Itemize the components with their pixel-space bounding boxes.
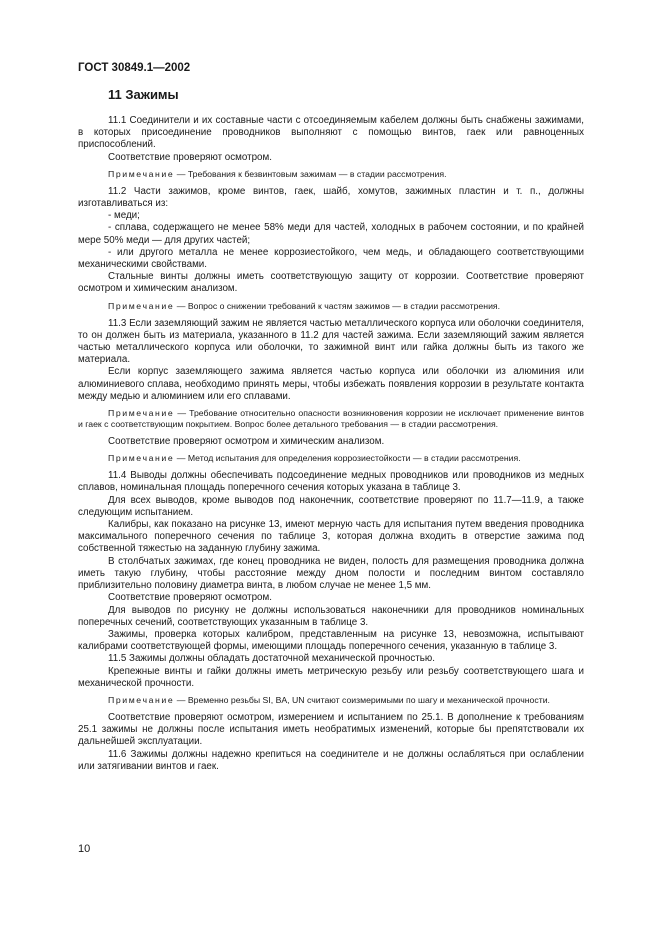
note-text: — Вопрос о снижении требований к частям зажимов — в стадии рассмотрения. <box>176 300 501 311</box>
list-item: - сплава, содержащего не менее 58% меди для частей, холодных в рабочем состоянии, и по крайней мере 50% меди — для других частей; <box>78 222 584 246</box>
paragraph: Стальные винты должны иметь соответствующую защиту от коррозии. Соответствие проверяют осмотром и химическим анализом. <box>78 271 584 295</box>
note-text: — Метод испытания для определения коррозиестойкости — в стадии рассмотрения. <box>176 453 521 464</box>
list-item: - или другого металла не менее коррозиестойкого, чем медь, и обладающего соответствующими механическими свойствами. <box>78 246 584 271</box>
paragraph: В столбчатых зажимах, где конец проводника не виден, полость для размещения проводника должна иметь такую глубину, чтобы расстояние между дном полости и последним винтом составляло приблизительно половину диаметра винта, в любом случае не менее 1,5 мм. <box>78 555 584 592</box>
note-label: Примечание <box>108 453 175 464</box>
section-title: 11 Зажимы <box>108 87 179 102</box>
note <box>78 695 584 706</box>
note-text: — Временно резьбы SI, BA, UN считают соизмеримыми по шагу и механической прочности. <box>176 694 550 705</box>
paragraph: Если корпус заземляющего зажима является частью корпуса или оболочки из алюминия или алюминиевого сплава, необходимо принять меры, чтобы избежать появления коррозии в результате контакта между медью и алюминием или его сплавами. <box>78 366 584 402</box>
note-label: Примечание <box>108 300 175 311</box>
list-item: - меди; <box>108 210 140 222</box>
note-text: — Требования к безвинтовым зажимам — в стадии рассмотрения. <box>176 168 447 179</box>
paragraph: 11.4 Выводы должны обеспечивать подсоединение медных проводников или проводников из медных сплавов, номинальная площадь поперечного сечения которых указана в таблице 3. <box>78 470 584 494</box>
paragraph: Соответствие проверяют осмотром, измерением и испытанием по 25.1. В дополнение к требованиям 25.1 зажимы не должны после испытания иметь необратимых изменений, которые бы препятствовали их дальнейшей эксплуатации. <box>78 711 584 748</box>
paragraph: 11.1 Соединители и их составные части с отсоединяемым кабелем должны быть снабжены зажимами, в которых присоединение проводников выполняют с помощью винтов, гаек или равноценных приспособлений. <box>78 115 584 151</box>
page-number: 10 <box>78 843 91 855</box>
paragraph: 11.3 Если заземляющий зажим не является частью металлического корпуса или оболочки соединителя, то он должен быть из материала, указанного в 11.2 для частей зажима. Если заземляющий зажим является частью металлического корпуса или оболочки, то зажимной винт или гайка должны быть из такого же материала. <box>78 317 584 366</box>
note-label: Примечание <box>108 408 175 419</box>
paragraph: Соответствие проверяют осмотром и химическим анализом. <box>108 436 385 448</box>
note <box>78 453 584 464</box>
paragraph: Крепежные винты и гайки должны иметь метрическую резьбу или резьбу соответствующего шага и механической прочности. <box>78 665 584 689</box>
document-header: ГОСТ 30849.1—2002 <box>78 62 191 74</box>
paragraph: Для всех выводов, кроме выводов под наконечник, соответствие проверяют по 11.7—11.9, а также следующим испытанием. <box>78 494 584 518</box>
document-body <box>78 115 584 773</box>
note <box>78 301 584 312</box>
paragraph: 11.6 Зажимы должны надежно крепиться на соединителе и не должны ослабляться при ослаблении или затягивании винтов и гаек. <box>78 748 584 772</box>
note <box>78 408 584 430</box>
paragraph: Калибры, как показано на рисунке 13, имеют мерную часть для испытания путем введения проводника максимального поперечного сечения по таблице 3, которая должна входить в отверстие зажима под собственной тяжестью на заданную глубину зажима. <box>78 519 584 555</box>
note-text: — Требование относительно опасности возникновения коррозии не исключает применение винтов и гаек с соответствующим покрытием. Вопрос более детального требования — в стадии рассмотрения. <box>78 408 584 430</box>
paragraph: Соответствие проверяют осмотром. <box>108 151 272 163</box>
note <box>78 169 584 180</box>
paragraph: Зажимы, проверка которых калибром, представленным на рисунке 13, невозможна, испытывают калибрами соответствующей формы, имеющими площадь поперечного сечения, указанную в таблице 3. <box>78 628 584 653</box>
paragraph: 11.5 Зажимы должны обладать достаточной механической прочностью. <box>108 653 435 665</box>
paragraph: Соответствие проверяют осмотром. <box>108 592 272 604</box>
paragraph: 11.2 Части зажимов, кроме винтов, гаек, шайб, хомутов, зажимных пластин и т. п., должны изготавливаться из: <box>78 185 584 210</box>
paragraph: Для выводов по рисунку не должны использоваться наконечники для проводников номинальных поперечных сечений, соответствующих указанным в таблице 3. <box>78 604 584 628</box>
note-label: Примечание <box>108 694 175 705</box>
note-label: Примечание <box>108 168 175 179</box>
